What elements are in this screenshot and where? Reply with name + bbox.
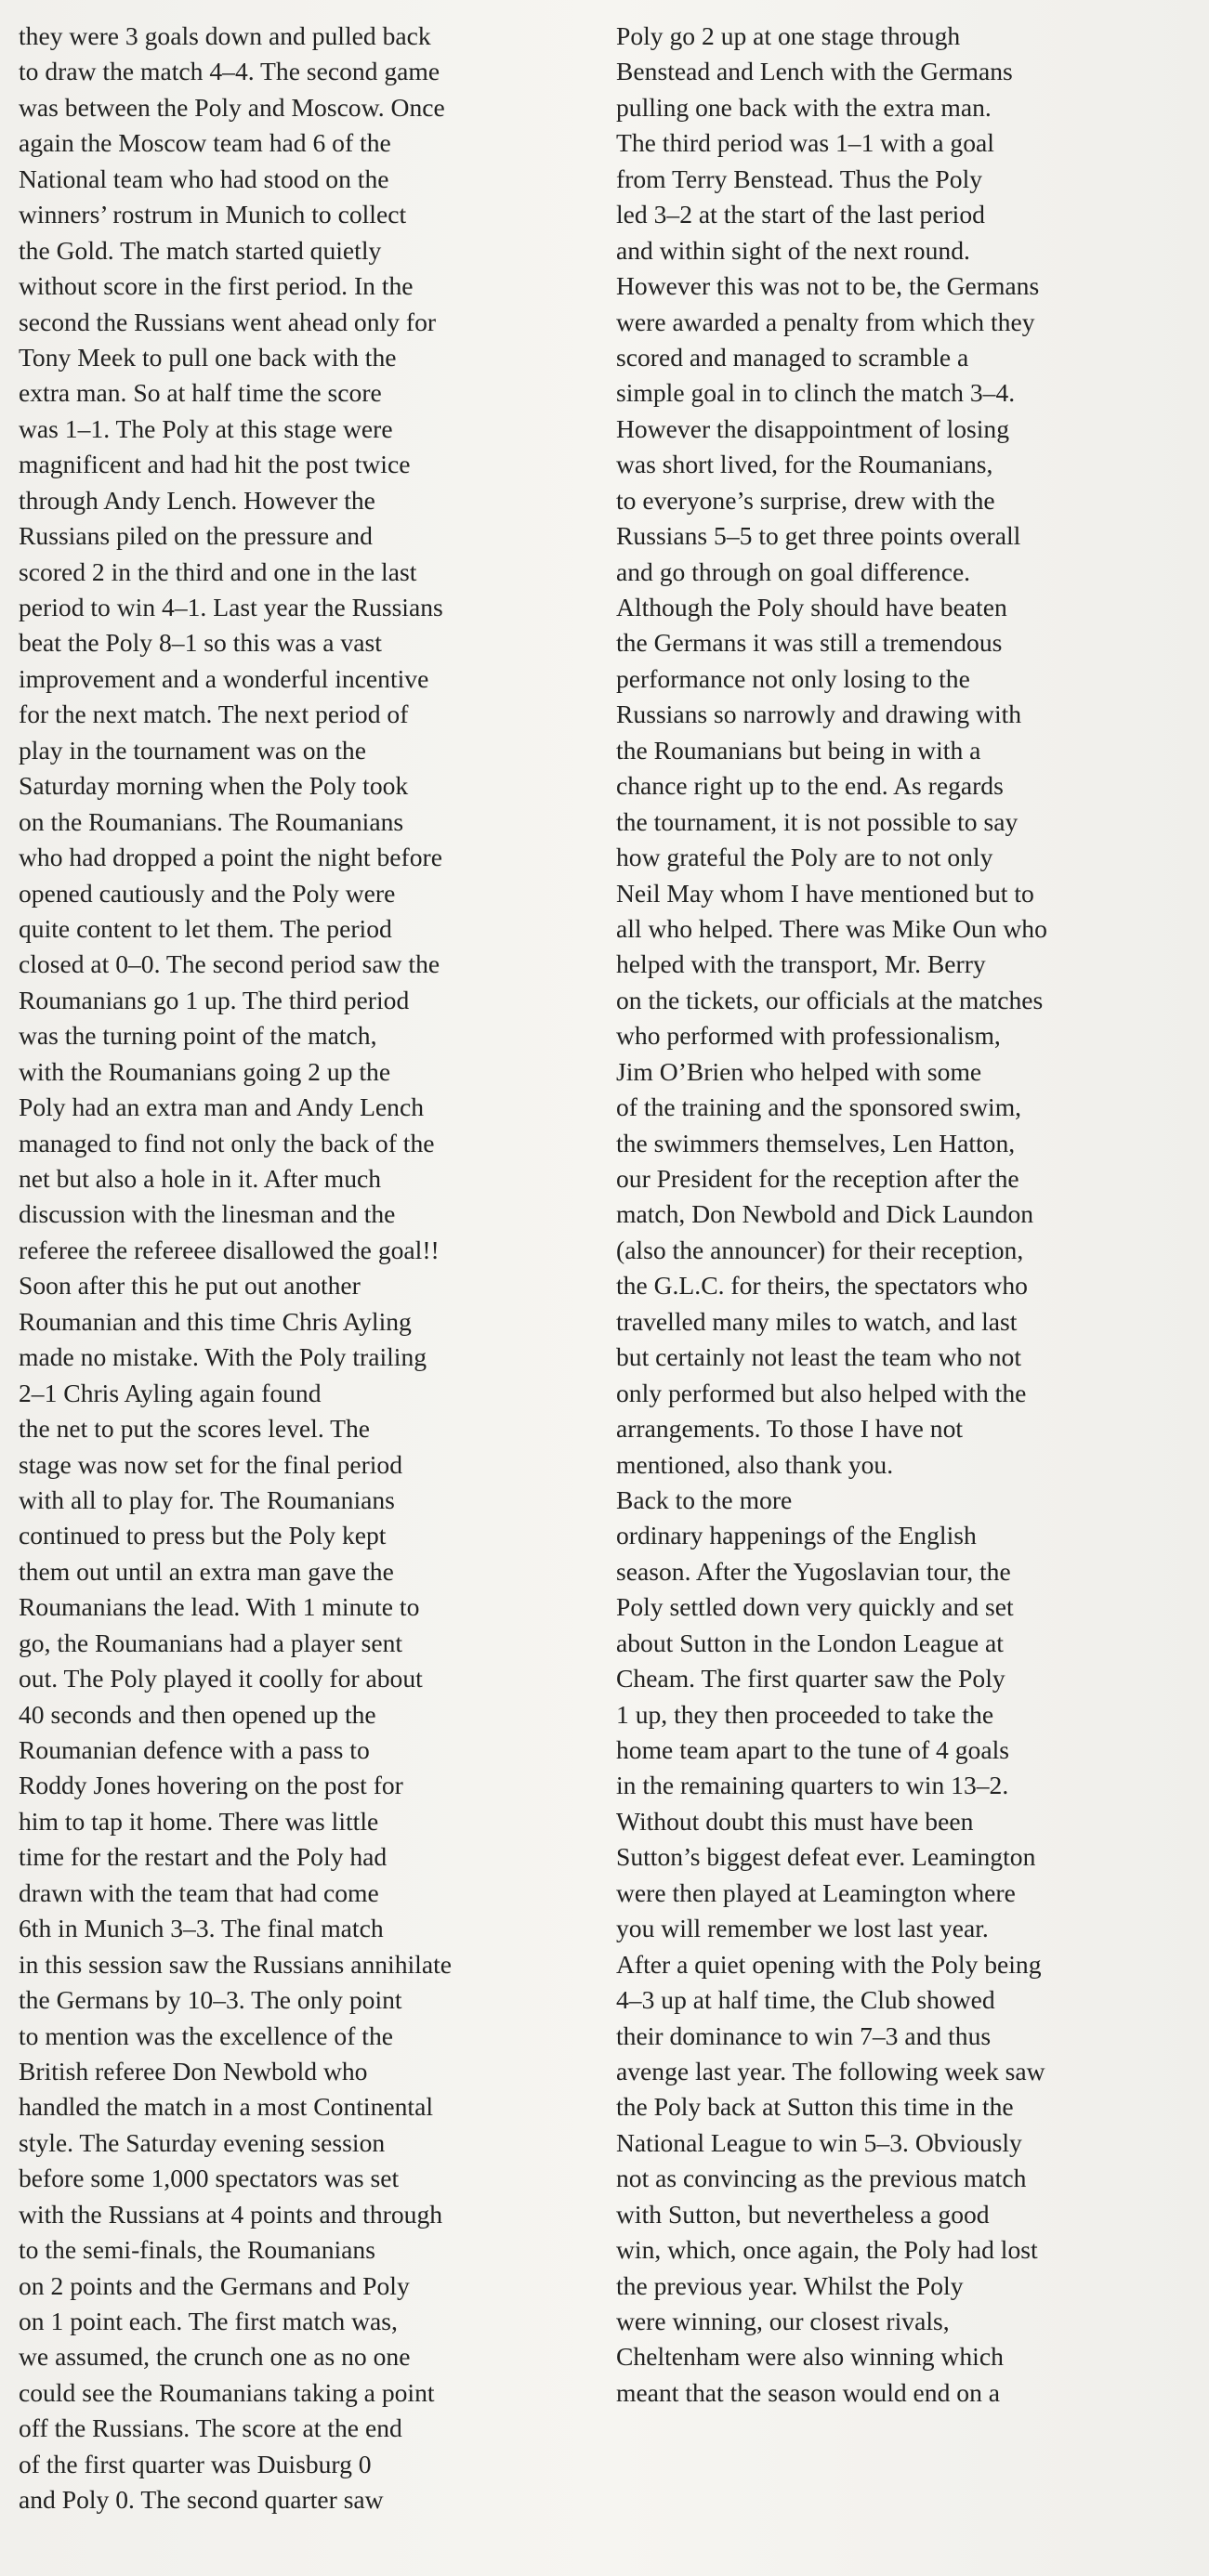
right-column-line: and go through on goal difference.: [616, 556, 971, 586]
right-column-line: home team apart to the tune of 4 goals: [616, 1735, 1009, 1764]
left-column-line: them out until an extra man gave the: [19, 1556, 394, 1586]
left-column-line: in this session saw the Russians annihilate: [19, 1949, 452, 1979]
right-column-line: mentioned, also thank you.: [616, 1449, 894, 1479]
right-column-line: the previous year. Whilst the Poly: [616, 2270, 964, 2300]
right-column-line: you will remember we lost last year.: [616, 1914, 989, 1943]
right-column-line: not as convincing as the previous match: [616, 2164, 1027, 2193]
right-column-line: Although the Poly should have beaten: [616, 593, 1007, 621]
right-column-line: Russians so narrowly and drawing with: [616, 700, 1022, 729]
right-text-column: [616, 19, 1197, 2411]
left-column-line: Saturday morning when the Poly took: [19, 771, 409, 801]
right-column-line: pulling one back with the extra man.: [616, 92, 992, 122]
right-column-line: Without doubt this must have been: [616, 1806, 974, 1836]
left-column-line: play in the tournament was on the: [19, 735, 366, 765]
right-column-line: The third period was 1–1 with a goal: [616, 128, 994, 158]
left-column-line: we assumed, the crunch one as no one: [19, 2342, 411, 2372]
right-column-line: simple goal in to clinch the match 3–4.: [616, 378, 1016, 408]
right-column-line: but certainly not least the team who not: [616, 1342, 1022, 1372]
left-column-line: Roddy Jones hovering on the post for: [19, 1771, 403, 1800]
left-column-line: handled the match in a most Continental: [19, 2092, 434, 2122]
right-column-line: from Terry Benstead. Thus the Poly: [616, 163, 983, 193]
right-column-line: scored and managed to scramble a: [616, 342, 969, 372]
right-column-line: helped with the transport, Mr. Berry: [616, 949, 986, 979]
left-column-line: continued to press but the Poly kept: [19, 1521, 387, 1550]
left-column-line: could see the Roumanians taking a point: [19, 2377, 435, 2407]
right-column-line: match, Don Newbold and Dick Laundon: [616, 1199, 1034, 1229]
right-column-line: performance not only losing to the: [616, 663, 970, 693]
right-column-line: arrangements. To those I have not: [616, 1414, 964, 1444]
left-column-line: who had dropped a point the night before: [19, 843, 442, 872]
right-column-line: in the remaining quarters to win 13–2.: [616, 1771, 1009, 1800]
left-column-line: opened cautiously and the Poly were: [19, 878, 396, 908]
left-column-line: out. The Poly played it coolly for about: [19, 1664, 423, 1693]
left-text-column: [19, 19, 593, 2518]
right-column-line: meant that the season would end on a: [616, 2377, 1001, 2407]
right-column-line: with Sutton, but nevertheless a good: [616, 2199, 990, 2229]
left-column-line: of the first quarter was Duisburg 0: [19, 2449, 372, 2478]
left-column-line: Roumanian defence with a pass to: [19, 1735, 370, 1764]
left-column-line: net but also a hole in it. After much: [19, 1164, 382, 1193]
right-column-line: However the disappointment of losing: [616, 413, 1010, 443]
left-column-line: 2–1 Chris Ayling again found: [19, 1378, 322, 1407]
right-column-line: chance right up to the end. As regards: [616, 771, 1004, 801]
right-column-line: to everyone’s surprise, drew with the: [616, 485, 995, 515]
right-column-line: the G.L.C. for theirs, the spectators who: [616, 1271, 1028, 1301]
left-column-line: without score in the first period. In the: [19, 271, 414, 301]
left-column-line: time for the restart and the Poly had: [19, 1842, 388, 1872]
left-column-line: to mention was the excellence of the: [19, 2020, 394, 2050]
left-column-line: with the Russians at 4 points and through: [19, 2199, 443, 2229]
left-column-line: they were 3 goals down and pulled back: [19, 21, 431, 50]
right-column-line: the tournament, it is not possible to say: [616, 806, 1018, 836]
right-column-line: However this was not to be, the Germans: [616, 271, 1040, 301]
left-column-line: 6th in Munich 3–3. The final match: [19, 1914, 384, 1943]
left-column-line: stage was now set for the final period: [19, 1449, 403, 1479]
left-column-line: before some 1,000 spectators was set: [19, 2164, 400, 2193]
left-column-line: quite content to let them. The period: [19, 913, 392, 943]
right-column-line: Cheltenham were also winning which: [616, 2342, 1004, 2372]
right-column-line: led 3–2 at the start of the last period: [616, 200, 985, 229]
left-column-line: Russians piled on the pressure and: [19, 521, 373, 551]
left-column-line: beat the Poly 8–1 so this was a vast: [19, 628, 382, 658]
left-column-line: Roumanians the lead. With 1 minute to: [19, 1592, 420, 1622]
right-column-line: ordinary happenings of the English: [616, 1521, 977, 1550]
right-column-line: the swimmers themselves, Len Hatton,: [616, 1128, 1016, 1157]
right-column-line: 1 up, they then proceeded to take the: [616, 1699, 994, 1729]
right-column-line: After a quiet opening with the Poly being: [616, 1949, 1042, 1979]
left-column-line: and Poly 0. The second quarter saw: [19, 2485, 384, 2515]
right-column-line: Poly go 2 up at one stage through: [616, 21, 961, 50]
left-column-line: closed at 0–0. The second period saw the: [19, 949, 440, 979]
left-column-line: off the Russians. The score at the end: [19, 2413, 402, 2443]
right-column-line: their dominance to win 7–3 and thus: [616, 2020, 992, 2050]
right-column-line: the Germans it was still a tremendous: [616, 628, 1003, 658]
left-column-line: 40 seconds and then opened up the: [19, 1699, 376, 1729]
right-column-line: 4–3 up at half time, the Club showed: [616, 1985, 995, 2015]
left-column-line: the Germans by 10–3. The only point: [19, 1985, 402, 2015]
right-column-line: were then played at Leamington where: [616, 1877, 1016, 1907]
left-column-line: go, the Roumanians had a player sent: [19, 1628, 403, 1657]
right-column-line: our President for the reception after the: [616, 1164, 1019, 1193]
right-column-line: Sutton’s biggest defeat ever. Leamington: [616, 1842, 1036, 1872]
left-column-line: on 1 point each. The first match was,: [19, 2307, 398, 2335]
right-column-line: Poly settled down very quickly and set: [616, 1592, 1014, 1622]
left-column-line: to the semi-finals, the Roumanians: [19, 2235, 375, 2265]
left-column-line: made no mistake. With the Poly trailing: [19, 1342, 427, 1372]
left-column-line: National team who had stood on the: [19, 163, 389, 193]
left-column-line: was 1–1. The Poly at this stage were: [19, 413, 393, 443]
right-column-line: were winning, our closest rivals,: [616, 2307, 950, 2335]
left-column-line: Roumanian and this time Chris Ayling: [19, 1306, 412, 1336]
right-column-line: Benstead and Lench with the Germans: [616, 57, 1013, 86]
left-column-line: improvement and a wonderful incentive: [19, 663, 429, 693]
left-column-line: scored 2 in the third and one in the last: [19, 556, 417, 586]
left-column-line: through Andy Lench. However the: [19, 485, 375, 515]
left-column-line: managed to find not only the back of the: [19, 1128, 435, 1157]
left-column-line: for the next match. The next period of: [19, 700, 409, 729]
right-column-line: Neil May whom I have mentioned but to: [616, 878, 1034, 908]
left-column-line: was between the Poly and Moscow. Once: [19, 92, 445, 122]
right-column-line: travelled many miles to watch, and last: [616, 1306, 1018, 1336]
right-column-line: about Sutton in the London League at: [616, 1628, 1004, 1657]
left-column-line: referee the refereee disallowed the goal!!: [19, 1235, 440, 1264]
right-column-line: avenge last year. The following week saw: [616, 2056, 1045, 2086]
left-column-line: Roumanians go 1 up. The third period: [19, 985, 410, 1014]
right-column-line: who performed with professionalism,: [616, 1021, 1001, 1051]
left-column-line: him to tap it home. There was little: [19, 1806, 379, 1836]
left-column-line: period to win 4–1. Last year the Russians: [19, 593, 443, 621]
right-column-line: (also the announcer) for their reception,: [616, 1235, 1024, 1264]
right-column-line: and within sight of the next round.: [616, 235, 970, 265]
right-column-line: Back to the more: [616, 1484, 793, 1514]
left-column-line: winners’ rostrum in Munich to collect: [19, 200, 407, 229]
left-column-line: Soon after this he put out another: [19, 1271, 361, 1301]
left-column-line: discussion with the linesman and the: [19, 1199, 396, 1229]
left-column-line: second the Russians went ahead only for: [19, 307, 437, 336]
left-column-line: the net to put the scores level. The: [19, 1414, 371, 1444]
left-column-line: drawn with the team that had come: [19, 1877, 379, 1907]
right-column-line: was short lived, for the Roumanians,: [616, 450, 993, 479]
left-column-line: Poly had an extra man and Andy Lench: [19, 1092, 425, 1122]
right-column-line: were awarded a penalty from which they: [616, 307, 1035, 336]
right-column-line: how grateful the Poly are to not only: [616, 843, 993, 872]
left-column-line: with all to play for. The Roumanians: [19, 1484, 395, 1514]
left-column-line: again the Moscow team had 6 of the: [19, 128, 391, 158]
right-column-line: all who helped. There was Mike Oun who: [616, 913, 1047, 943]
left-column-line: was the turning point of the match,: [19, 1021, 377, 1051]
right-column-line: season. After the Yugoslavian tour, the: [616, 1556, 1011, 1586]
left-column-line: Tony Meek to pull one back with the: [19, 342, 397, 372]
right-column-line: win, which, once again, the Poly had lost: [616, 2235, 1038, 2265]
right-column-line: only performed but also helped with the: [616, 1378, 1027, 1407]
right-column-line: of the training and the sponsored swim,: [616, 1092, 1022, 1122]
left-column-line: on the Roumanians. The Roumanians: [19, 806, 404, 836]
right-column-line: the Roumanians but being in with a: [616, 735, 981, 765]
right-column-line: National League to win 5–3. Obviously: [616, 2127, 1022, 2157]
left-column-line: style. The Saturday evening session: [19, 2127, 386, 2157]
right-column-line: the Poly back at Sutton this time in the: [616, 2092, 1014, 2122]
left-column-line: on 2 points and the Germans and Poly: [19, 2270, 410, 2300]
left-column-line: with the Roumanians going 2 up the: [19, 1056, 391, 1086]
left-column-line: magnificent and had hit the post twice: [19, 450, 411, 479]
left-column-line: the Gold. The match started quietly: [19, 235, 382, 265]
left-column-line: to draw the match 4–4. The second game: [19, 57, 440, 86]
right-column-line: Russians 5–5 to get three points overall: [616, 521, 1021, 551]
left-column-line: extra man. So at half time the score: [19, 378, 382, 408]
right-column-line: Jim O’Brien who helped with some: [616, 1056, 982, 1086]
left-column-line: British referee Don Newbold who: [19, 2056, 368, 2086]
right-column-line: Cheam. The first quarter saw the Poly: [616, 1664, 1005, 1693]
right-column-line: on the tickets, our officials at the matches: [616, 985, 1044, 1014]
